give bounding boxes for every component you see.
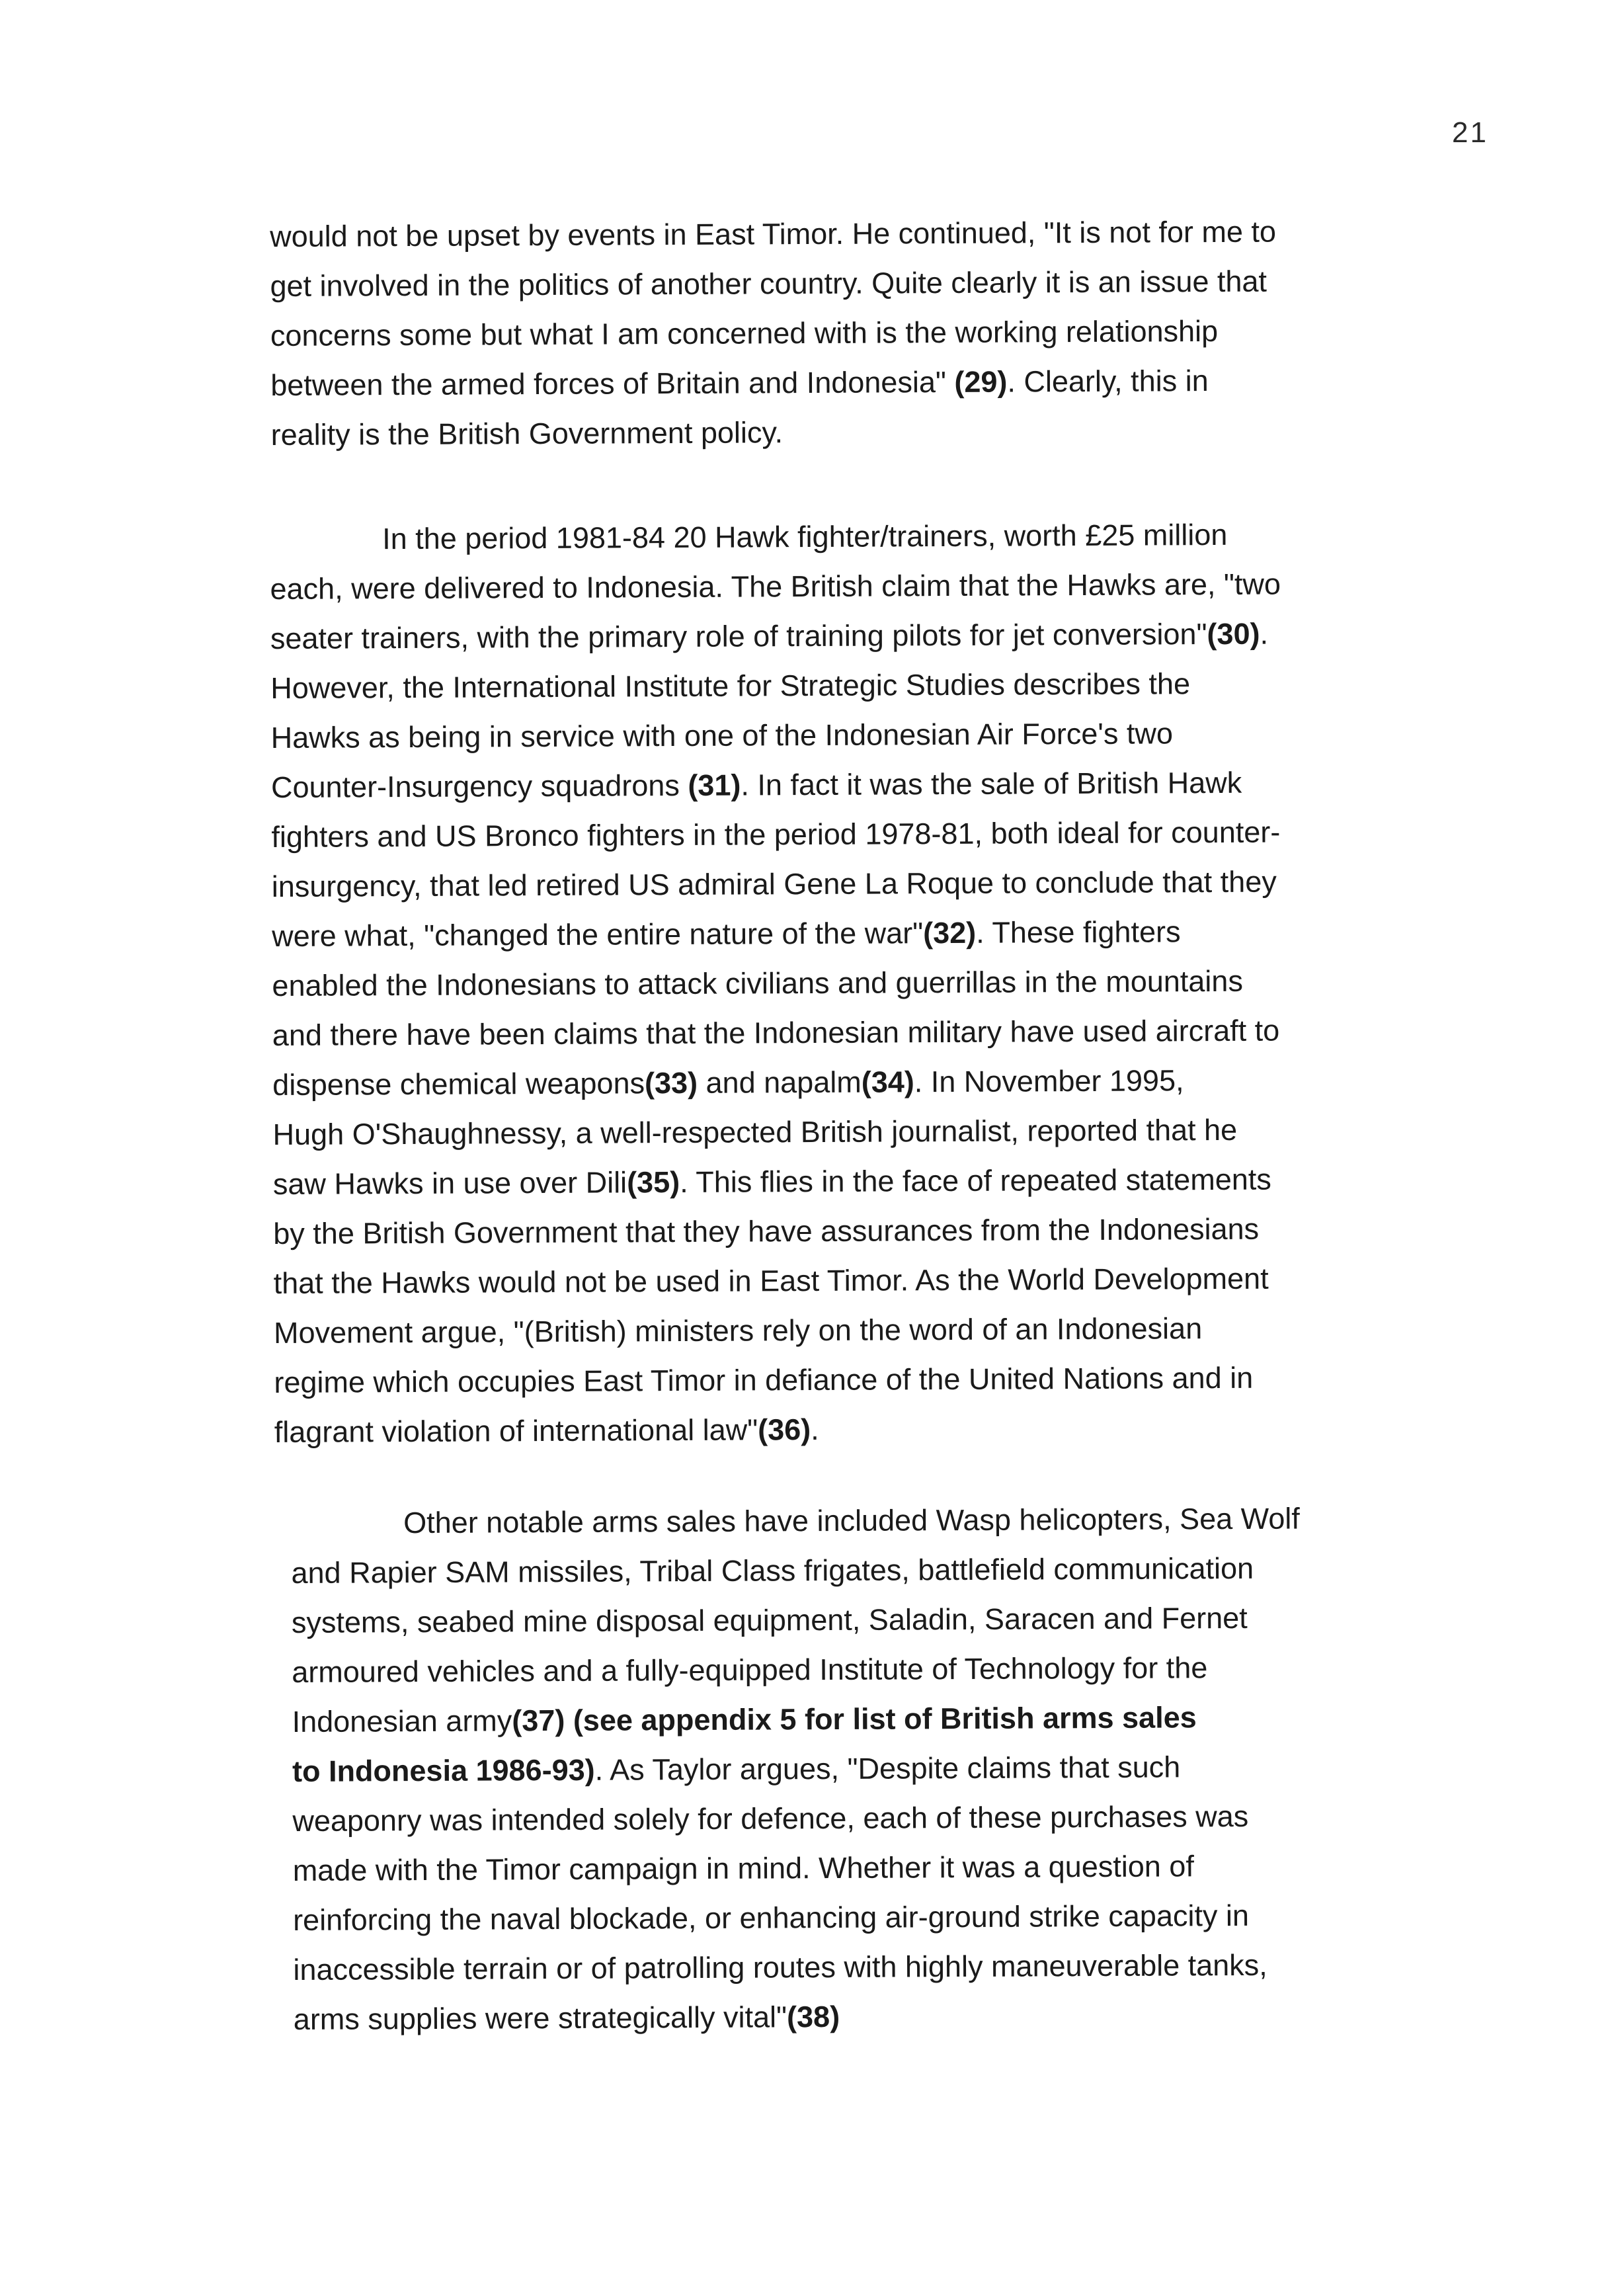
- text-line: [272, 1055, 1283, 1110]
- text-run: insurgency, that led retired US admiral Gene La Roque to conclude that they: [271, 864, 1277, 903]
- text-run: Movement argue, "(British) ministers rely on the word of an Indonesian: [273, 1311, 1203, 1350]
- text-line: [273, 1155, 1284, 1209]
- citation-bold: (34): [861, 1065, 914, 1099]
- citation-bold: (33): [644, 1065, 698, 1100]
- text-run: reality is the British Government policy.: [270, 415, 784, 452]
- text-line: [274, 1403, 1285, 1457]
- text-line: [273, 1254, 1284, 1308]
- text-line: [291, 1494, 1300, 1548]
- text-line: [270, 207, 1276, 261]
- text-line: [291, 1543, 1300, 1598]
- text-line: [270, 306, 1277, 360]
- text-run: each, were delivered to Indonesia. The British claim that the Hawks are, "two: [270, 567, 1281, 606]
- text-run: . This flies in the face of repeated statements: [680, 1162, 1271, 1199]
- text-run: reinforcing the naval blockade, or enhancing air-ground strike capacity in: [292, 1898, 1250, 1937]
- text-run: dispense chemical weapons: [272, 1066, 645, 1102]
- citation-bold: (32): [923, 915, 977, 950]
- text-run: .: [1260, 616, 1269, 651]
- text-run: flagrant violation of international law": [274, 1413, 758, 1449]
- text-run: weaponry was intended solely for defence, each of these purchases was: [292, 1799, 1249, 1838]
- text-line: [271, 807, 1282, 862]
- text-line: [272, 907, 1283, 961]
- text-line: [270, 405, 1277, 460]
- text-line: [274, 1353, 1285, 1407]
- text-run: by the British Government that they have assurances from the Indonesians: [273, 1211, 1260, 1250]
- citation-bold: (29): [954, 364, 1008, 399]
- text-line: [274, 1303, 1285, 1358]
- text-run: In the period 1981-84 20 Hawk fighter/trainers, worth £25 million: [382, 517, 1228, 556]
- text-line: [293, 1940, 1302, 1994]
- citation-bold: (38): [786, 1999, 840, 2034]
- text-line: [270, 510, 1281, 564]
- text-line: [270, 659, 1281, 713]
- text-run: . In fact it was the sale of British Hawk: [741, 765, 1242, 802]
- citation-bold: (30): [1207, 616, 1260, 651]
- text-line: [293, 1891, 1302, 1945]
- text-run: between the armed forces of Britain and Indonesia": [270, 364, 955, 402]
- text-line: [270, 257, 1276, 311]
- text-run: Counter-Insurgency squadrons: [270, 768, 688, 804]
- text-line: [292, 1742, 1301, 1796]
- citation-bold: (35): [626, 1165, 680, 1200]
- text-run: and napalm: [697, 1065, 862, 1100]
- text-line: [292, 1593, 1301, 1647]
- citation-bold: (37) (see appendix 5 for list of British arms sales: [512, 1700, 1197, 1738]
- text-line: [272, 956, 1283, 1010]
- text-line: [270, 609, 1281, 663]
- text-line: [272, 1105, 1283, 1159]
- text-run: Hugh O'Shaughnessy, a well-respected British journalist, reported that he: [272, 1112, 1238, 1151]
- text-run: . In November 1995,: [914, 1063, 1184, 1099]
- text-line: [294, 1990, 1303, 2044]
- text-run: Indonesian army: [292, 1703, 512, 1739]
- text-run: that the Hawks would not be used in East Timor. As the World Development: [273, 1261, 1269, 1300]
- text-line: [271, 758, 1282, 812]
- text-run: . As Taylor argues, "Despite claims that such: [594, 1750, 1181, 1787]
- text-line: [270, 708, 1281, 762]
- paragraph-1: [270, 207, 1277, 460]
- text-line: [293, 1841, 1302, 1895]
- text-run: systems, seabed mine disposal equipment, Saladin, Saracen and Fernet: [291, 1600, 1248, 1639]
- text-run: saw Hawks in use over Dili: [272, 1165, 627, 1201]
- text-run: made with the Timor campaign in mind. Whether it was a question of: [292, 1849, 1194, 1887]
- paragraph-2: [270, 510, 1285, 1457]
- page-number: 21: [1452, 116, 1488, 149]
- citation-bold: (31): [688, 768, 741, 802]
- text-run: However, the International Institute for Strategic Studies describes the: [270, 667, 1191, 705]
- text-run: .: [811, 1412, 819, 1447]
- text-run: armoured vehicles and a fully-equipped Institute of Technology for the: [292, 1651, 1208, 1689]
- text-run: Other notable arms sales have included Wasp helicopters, Sea Wolf: [403, 1501, 1300, 1540]
- text-line: [273, 1204, 1284, 1258]
- text-line: [292, 1643, 1301, 1697]
- citation-bold: to Indonesia 1986-93): [292, 1752, 595, 1788]
- citation-bold: (36): [758, 1413, 811, 1447]
- text-run: concerns some but what I am concerned with is the working relationship: [270, 313, 1219, 352]
- text-run: regime which occupies East Timor in defiance of the United Nations and in: [274, 1360, 1254, 1399]
- text-run: were what, "changed the entire nature of the war": [271, 916, 924, 953]
- text-run: fighters and US Bronco fighters in the period 1978-81, both ideal for counter-: [271, 815, 1281, 854]
- text-run: and Rapier SAM missiles, Tribal Class frigates, battlefield communication: [291, 1551, 1254, 1590]
- text-run: . These fighters: [976, 915, 1181, 950]
- text-run: inaccessible terrain or of patrolling routes with highly maneuverable tanks,: [293, 1948, 1267, 1987]
- text-line: [270, 559, 1281, 614]
- text-line: [272, 857, 1283, 911]
- text-run: get involved in the politics of another country. Quite clearly it is an issue that: [270, 264, 1267, 303]
- text-run: Hawks as being in service with one of the Indonesian Air Force's two: [270, 716, 1174, 755]
- text-run: . Clearly, this in: [1007, 364, 1209, 399]
- text-run: seater trainers, with the primary role of training pilots for jet conversion": [270, 617, 1207, 655]
- text-run: enabled the Indonesians to attack civilians and guerrillas in the mountains: [272, 964, 1244, 1003]
- paragraph-3: [291, 1494, 1303, 2044]
- text-line: [272, 1006, 1283, 1060]
- text-run: and there have been claims that the Indonesian military have used aircraft to: [272, 1013, 1280, 1052]
- text-line: [292, 1791, 1301, 1846]
- text-line: [292, 1692, 1301, 1746]
- text-run: arms supplies were strategically vital": [293, 2000, 787, 2036]
- text-line: [270, 356, 1277, 410]
- text-run: would not be upset by events in East Timor. He continued, "It is not for me to: [270, 214, 1277, 253]
